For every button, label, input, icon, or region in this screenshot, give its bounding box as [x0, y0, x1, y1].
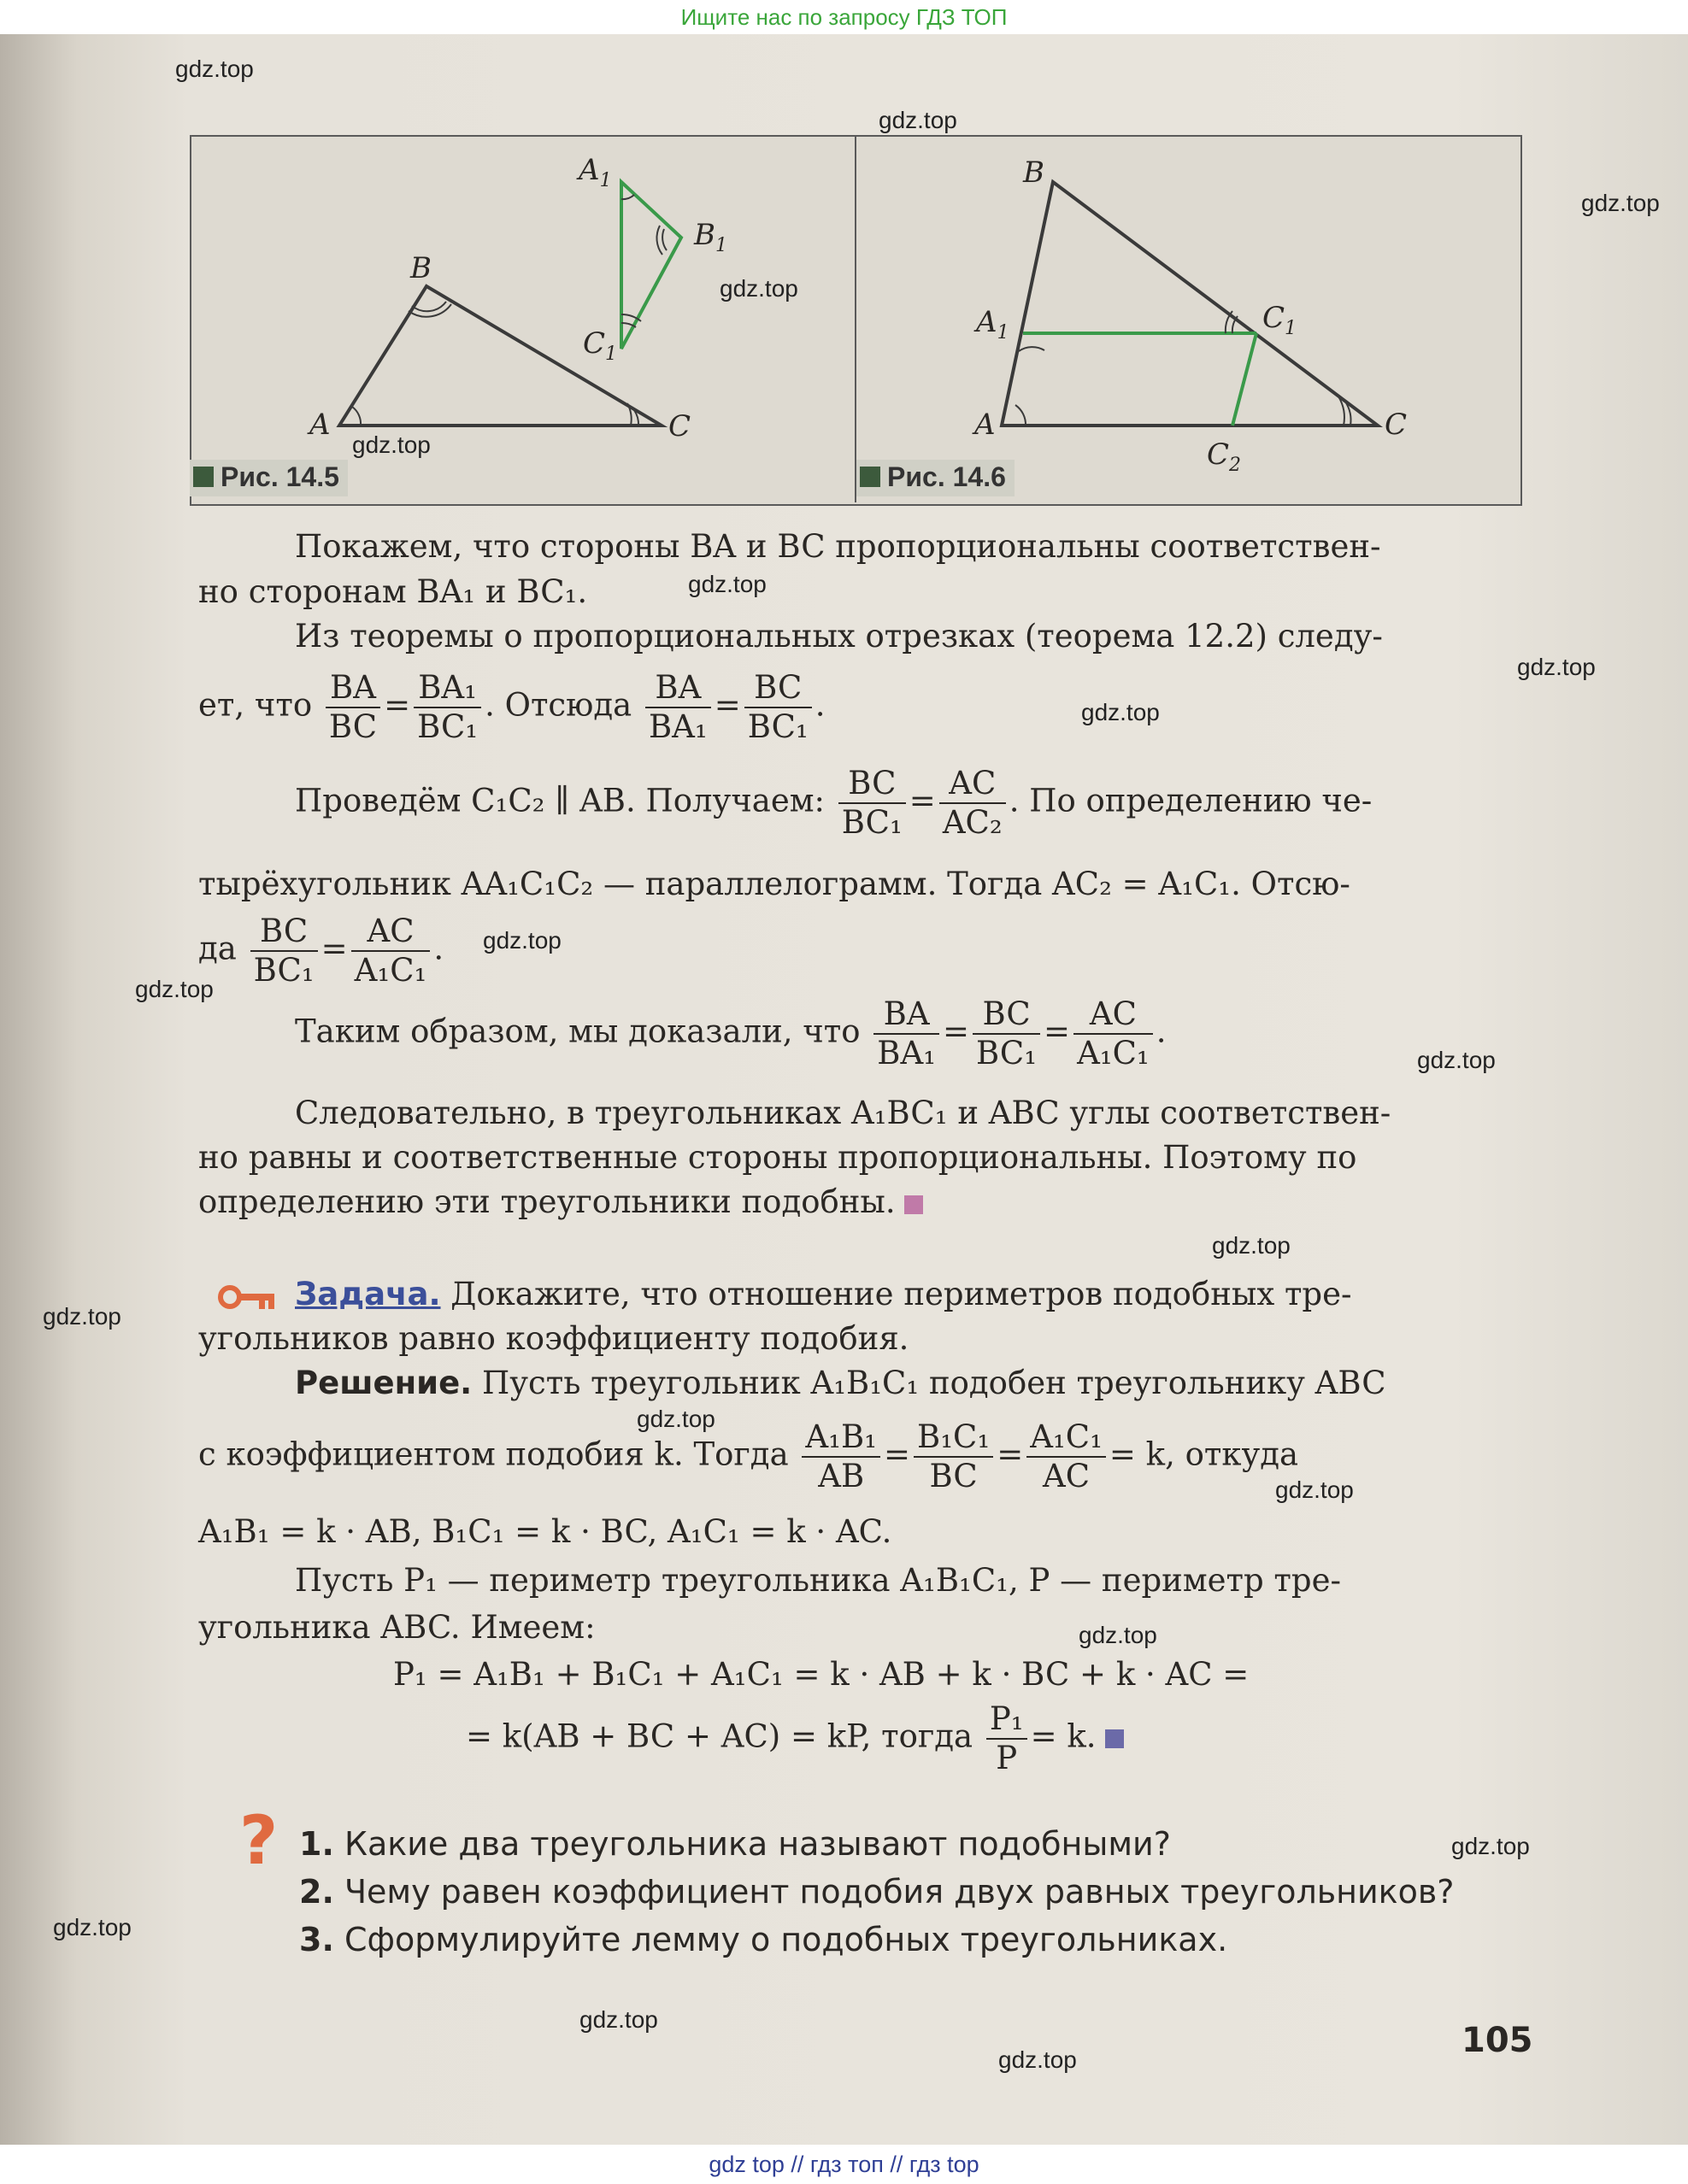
fraction: [986, 1700, 1027, 1777]
text-line-fractions: с коэффициентом подобия k. Тогда $\frac{\text{A₁B₁}}{AB}$ = $\frac{\text{B₁C₁}}{BC}$ = $\frac{\text{A₁C₁}}{AC}$ = k, откуда: [198, 1418, 1299, 1494]
denominator: BC₁: [253, 952, 315, 989]
watermark: gdz.top: [483, 927, 562, 954]
denominator: BC₁: [747, 708, 809, 745]
question-item: [299, 1820, 1171, 1868]
text-fragment: = k, откуда: [1109, 1435, 1299, 1473]
solution-line: [295, 1362, 1386, 1405]
numerator: P₁: [986, 1700, 1027, 1740]
watermark: gdz.top: [53, 1914, 132, 1940]
watermark: gdz.top: [1275, 1477, 1354, 1503]
denominator: BA₁: [877, 1035, 936, 1071]
caption-marker: [860, 467, 880, 487]
caption-text: Рис. 14.5: [221, 461, 339, 492]
key-icon: [218, 1282, 278, 1312]
task-text: Докажите, что отношение периметров подобных тре-: [440, 1276, 1352, 1312]
question-item: [299, 1916, 1227, 1964]
numerator: BC: [250, 913, 318, 952]
denominator: BC₁: [841, 804, 903, 841]
text-line-fractions: да $\frac{BC}{\text{BC₁}}$ = $\frac{AC}{\text{A₁C₁}}$ .: [198, 913, 444, 989]
watermark: gdz.top: [352, 432, 431, 458]
numerator: BA: [873, 995, 939, 1035]
watermark: gdz.top: [1417, 1047, 1496, 1073]
text-line-fractions: Проведём C₁C₂ ∥ AB. Получаем: $\frac{BC}{\text{BC₁}}$ = $\frac{AC}{\text{AC₂}}$ . По определению че-: [295, 765, 1373, 841]
watermark: gdz.top: [1451, 1833, 1530, 1859]
top-banner: [0, 0, 1688, 34]
bottom-banner-text: gdz top // гдз топ // гдз top: [709, 2152, 979, 2177]
text-line: Следовательно, в треугольниках A₁BC₁ и ABC углы соответствен-: [295, 1095, 1391, 1131]
svg-text:B: B: [410, 251, 432, 285]
numerator: AC: [939, 765, 1006, 804]
text-line: A₁B₁ = k · AB, B₁C₁ = k · BC, A₁C₁ = k · AC.: [198, 1513, 892, 1550]
denominator: P: [996, 1740, 1018, 1776]
text-fragment: ет, что: [198, 686, 313, 724]
svg-text:C2: $C_2$: [1207, 437, 1242, 476]
fraction: [939, 765, 1006, 842]
fraction: [744, 669, 812, 746]
question-item: [299, 1868, 1454, 1916]
text-fragment: . Отсюда: [485, 686, 632, 724]
watermark: gdz.top: [720, 275, 798, 302]
svg-text:A1: $A_1$: [976, 305, 1009, 343]
numerator: BA: [645, 669, 711, 708]
text-line: [198, 1181, 923, 1224]
watermark: gdz.top: [1079, 1622, 1157, 1648]
watermark: gdz.top: [879, 107, 957, 133]
text-fragment: да: [198, 930, 237, 967]
fraction: [914, 1418, 993, 1495]
numerator: BC: [973, 995, 1040, 1035]
svg-text:A1: $A_1$: [579, 153, 612, 191]
question-number: 3.: [299, 1921, 334, 1958]
fraction: [351, 913, 431, 989]
denominator: BC: [328, 708, 378, 745]
svg-text:C: C: [668, 409, 691, 443]
fraction: [873, 995, 939, 1072]
end-of-solution-marker: [1105, 1729, 1124, 1748]
figure-14-5: [190, 135, 855, 502]
watermark: gdz.top: [688, 571, 767, 597]
text-fragment: . По определению че-: [1009, 782, 1373, 819]
fraction: [250, 913, 318, 989]
fraction: [1026, 1418, 1106, 1495]
svg-text:C: C: [1385, 408, 1408, 442]
watermark: gdz.top: [1581, 190, 1660, 216]
caption-text: Рис. 14.6: [887, 461, 1006, 492]
solution-label: Решение.: [295, 1365, 473, 1401]
watermark: gdz.top: [637, 1406, 715, 1432]
watermark: gdz.top: [135, 976, 214, 1002]
watermark: gdz.top: [1212, 1232, 1291, 1259]
figure-14-6-caption: [856, 460, 1015, 496]
numerator: BA₁: [414, 669, 481, 708]
numerator: B₁C₁: [914, 1418, 993, 1458]
text-line: тырёхугольник AA₁C₁C₂ — параллелограмм. Тогда AC₂ = A₁C₁. Отсю-: [198, 866, 1350, 902]
denominator: A₁C₁: [354, 952, 427, 989]
watermark: gdz.top: [43, 1303, 121, 1330]
numerator: AC: [1073, 995, 1153, 1035]
figure-14-5-caption: [190, 460, 348, 496]
text-fragment: с коэффициентом подобия k. Тогда: [198, 1435, 789, 1473]
text-fragment: Таким образом, мы доказали, что: [295, 1013, 861, 1050]
denominator: BC: [929, 1458, 978, 1494]
denominator: BC₁: [417, 708, 479, 745]
denominator: AC: [1043, 1458, 1091, 1494]
watermark: gdz.top: [998, 2046, 1077, 2073]
question-number: 2.: [299, 1873, 334, 1911]
text-line: Из теоремы о пропорциональных отрезках (теорема 12.2) следу-: [295, 618, 1383, 655]
watermark: gdz.top: [579, 2006, 658, 2033]
denominator: A₁C₁: [1077, 1035, 1150, 1071]
fraction: [838, 765, 906, 842]
question-text: Сформулируйте лемму о подобных треугольниках.: [344, 1921, 1228, 1958]
fraction: [802, 1418, 880, 1495]
text-line-fractions: ет, что $\frac{BA}{BC}$ = $\frac{\text{BA₁}}{\text{BC₁}}$ . Отсюда $\frac{BA}{\text{BA₁}}$ = $\frac{BC}{\text{BC₁}}$ .: [198, 669, 826, 745]
question-text: Какие два треугольника называют подобными?: [344, 1825, 1171, 1863]
fraction: [414, 669, 481, 746]
numerator: AC: [351, 913, 431, 952]
numerator: BA: [326, 669, 380, 708]
figure-14-6: [856, 135, 1519, 502]
text-line-fractions: Таким образом, мы доказали, что $\frac{BA}{\text{BA₁}}$ = $\frac{BC}{\text{BC₁}}$ = $\frac{AC}{\text{A₁C₁}}$ .: [295, 995, 1167, 1071]
caption-marker: [193, 467, 214, 487]
svg-text:C1: $C_1$: [1262, 301, 1297, 339]
watermark: gdz.top: [1081, 699, 1160, 725]
svg-text:B: B: [1023, 156, 1044, 190]
fraction: [645, 669, 711, 746]
bottom-banner: [0, 2145, 1688, 2184]
svg-text:A: A: [309, 408, 331, 442]
page-number: 105: [1462, 2021, 1533, 2060]
end-of-proof-marker: [904, 1195, 923, 1214]
fraction: [973, 995, 1040, 1072]
text-line-fractions: [466, 1700, 1124, 1777]
text-fragment: = k(AB + BC + AC) = kP, тогда: [466, 1717, 973, 1755]
task-line: [295, 1273, 1352, 1316]
fraction: [1073, 995, 1153, 1072]
solution-text: Пусть треугольник A₁B₁C₁ подобен треугольнику ABC: [472, 1365, 1386, 1401]
question-number: 1.: [299, 1825, 334, 1863]
watermark: gdz.top: [175, 56, 254, 82]
text-line: но сторонам BA₁ и BC₁.: [198, 573, 588, 610]
numerator: A₁B₁: [802, 1418, 880, 1458]
question-icon: ?: [239, 1803, 279, 1880]
numerator: BC: [744, 669, 812, 708]
text-line: угольника ABC. Имеем:: [198, 1609, 596, 1646]
denominator: AB: [818, 1458, 865, 1494]
svg-text:A: A: [974, 408, 996, 442]
question-text: Чему равен коэффициент подобия двух равных треугольников?: [344, 1873, 1455, 1911]
text-fragment: Проведём C₁C₂ ∥ AB. Получаем:: [295, 782, 825, 819]
task-label: Задача.: [295, 1276, 441, 1312]
text-fragment: определению эти треугольники подобны.: [198, 1183, 896, 1220]
watermark: gdz.top: [1517, 654, 1596, 680]
top-banner-text: Ищите нас по запросу ГДЗ ТОП: [680, 4, 1008, 30]
text-line: но равны и соответственные стороны пропорциональны. Поэтому по: [198, 1139, 1357, 1176]
denominator: AC₂: [942, 804, 1003, 841]
text-fragment: = k.: [1030, 1717, 1097, 1755]
svg-text:C1: $C_1$: [583, 326, 618, 365]
denominator: BC₁: [976, 1035, 1038, 1071]
text-line: Пусть P₁ — периметр треугольника A₁B₁C₁, P — периметр тре-: [295, 1562, 1341, 1599]
text-line: P₁ = A₁B₁ + B₁C₁ + A₁C₁ = k · AB + k · BC + k · AC =: [393, 1656, 1250, 1693]
text-line: угольников равно коэффициенту подобия.: [198, 1320, 909, 1357]
numerator: BC: [838, 765, 906, 804]
text-line: Покажем, что стороны BA и BC пропорциональны соответствен-: [295, 528, 1381, 565]
svg-text:B1: $B_1$: [694, 218, 727, 256]
denominator: BA₁: [648, 708, 708, 745]
fraction: [326, 669, 380, 746]
numerator: A₁C₁: [1026, 1418, 1106, 1458]
